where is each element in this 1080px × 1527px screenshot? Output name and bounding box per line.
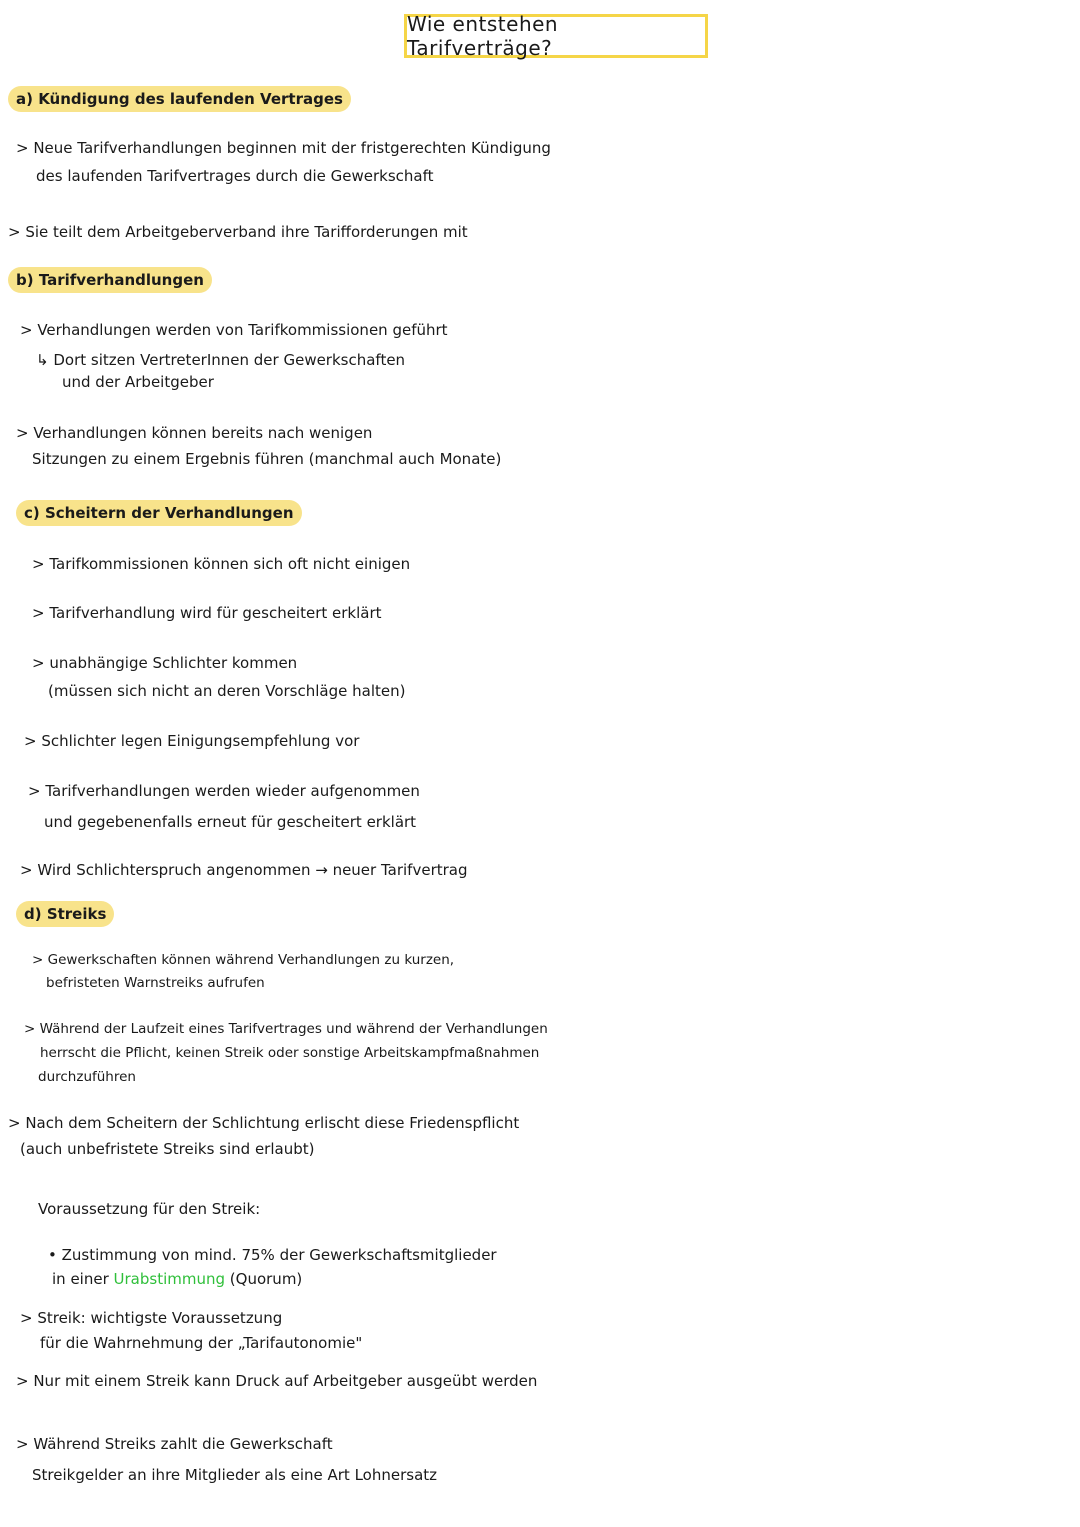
page-title: Wie entstehen Tarifverträge? <box>407 12 559 60</box>
line-a2: > Sie teilt dem Arbeitgeberverband ihre Tarifforderungen mit <box>8 223 468 241</box>
line-s3b: Streikgelder an ihre Mitglieder als eine Art Lohnersatz <box>32 1466 438 1484</box>
line-c3b: (müssen sich nicht an deren Vorschläge halten) <box>48 682 406 700</box>
line-d1b: befristeten Warnstreiks aufrufen <box>46 975 265 991</box>
line-b2b: Sitzungen zu einem Ergebnis führen (manchmal auch Monate) <box>32 450 502 468</box>
line-a1a: > Neue Tarifverhandlungen beginnen mit der fristgerechten Kündigung <box>16 139 551 157</box>
line-d2b: herrscht die Pflicht, keinen Streik oder sonstige Arbeitskampfmaßnahmen <box>40 1045 540 1061</box>
line-c2: > Tarifverhandlung wird für gescheitert erklärt <box>32 604 382 622</box>
line-v1: • Zustimmung von mind. 75% der Gewerkschaftsmitglieder <box>48 1246 497 1264</box>
line-b2a: > Verhandlungen können bereits nach wenigen <box>16 424 373 442</box>
heading-c: c) Scheitern der Verhandlungen <box>16 500 302 526</box>
line-c6: > Wird Schlichterspruch angenommen → neuer Tarifvertrag <box>20 861 468 879</box>
line-s2: > Nur mit einem Streik kann Druck auf Arbeitgeber ausgeübt werden <box>16 1372 538 1390</box>
line-s3a: > Während Streiks zahlt die Gewerkschaft <box>16 1435 333 1453</box>
line-c5a: > Tarifverhandlungen werden wieder aufgenommen <box>28 782 420 800</box>
line-v2-pre: in einer <box>52 1270 109 1288</box>
line-b1b: und der Arbeitgeber <box>62 373 214 391</box>
line-d3a: > Nach dem Scheitern der Schlichtung erlischt diese Friedenspflicht <box>8 1114 520 1132</box>
heading-b: b) Tarifverhandlungen <box>8 267 212 293</box>
heading-d: d) Streiks <box>16 901 114 927</box>
line-d3b: (auch unbefristete Streiks sind erlaubt) <box>20 1140 315 1158</box>
line-d2a: > Während der Laufzeit eines Tarifvertrages und während der Verhandlungen <box>24 1021 548 1037</box>
line-c5b: und gegebenenfalls erneut für gescheitert erklärt <box>44 813 417 831</box>
heading-a: a) Kündigung des laufenden Vertrages <box>8 86 351 112</box>
line-c1: > Tarifkommissionen können sich oft nicht einigen <box>32 555 411 573</box>
line-c3a: > unabhängige Schlichter kommen <box>32 654 298 672</box>
line-s1b: für die Wahrnehmung der „Tarifautonomie" <box>40 1334 363 1352</box>
line-d2c: durchzuführen <box>38 1069 136 1085</box>
line-v2-post: (Quorum) <box>229 1270 303 1288</box>
line-v2 <box>52 1267 302 1291</box>
line-b1: > Verhandlungen werden von Tarifkommissionen geführt <box>20 321 448 339</box>
line-d1a: > Gewerkschaften können während Verhandlungen zu kurzen, <box>32 952 455 968</box>
line-s1a: > Streik: wichtigste Voraussetzung <box>20 1309 283 1327</box>
line-c4: > Schlichter legen Einigungsempfehlung vor <box>24 732 360 750</box>
line-a1b: des laufenden Tarifvertrages durch die Gewerkschaft <box>36 167 434 185</box>
line-v0: Voraussetzung für den Streik: <box>38 1200 261 1218</box>
line-b1a: ↳ Dort sitzen VertreterInnen der Gewerkschaften <box>36 351 406 369</box>
urabstimmung-highlight: Urabstimmung <box>113 1270 226 1288</box>
page-title-box <box>404 14 708 58</box>
